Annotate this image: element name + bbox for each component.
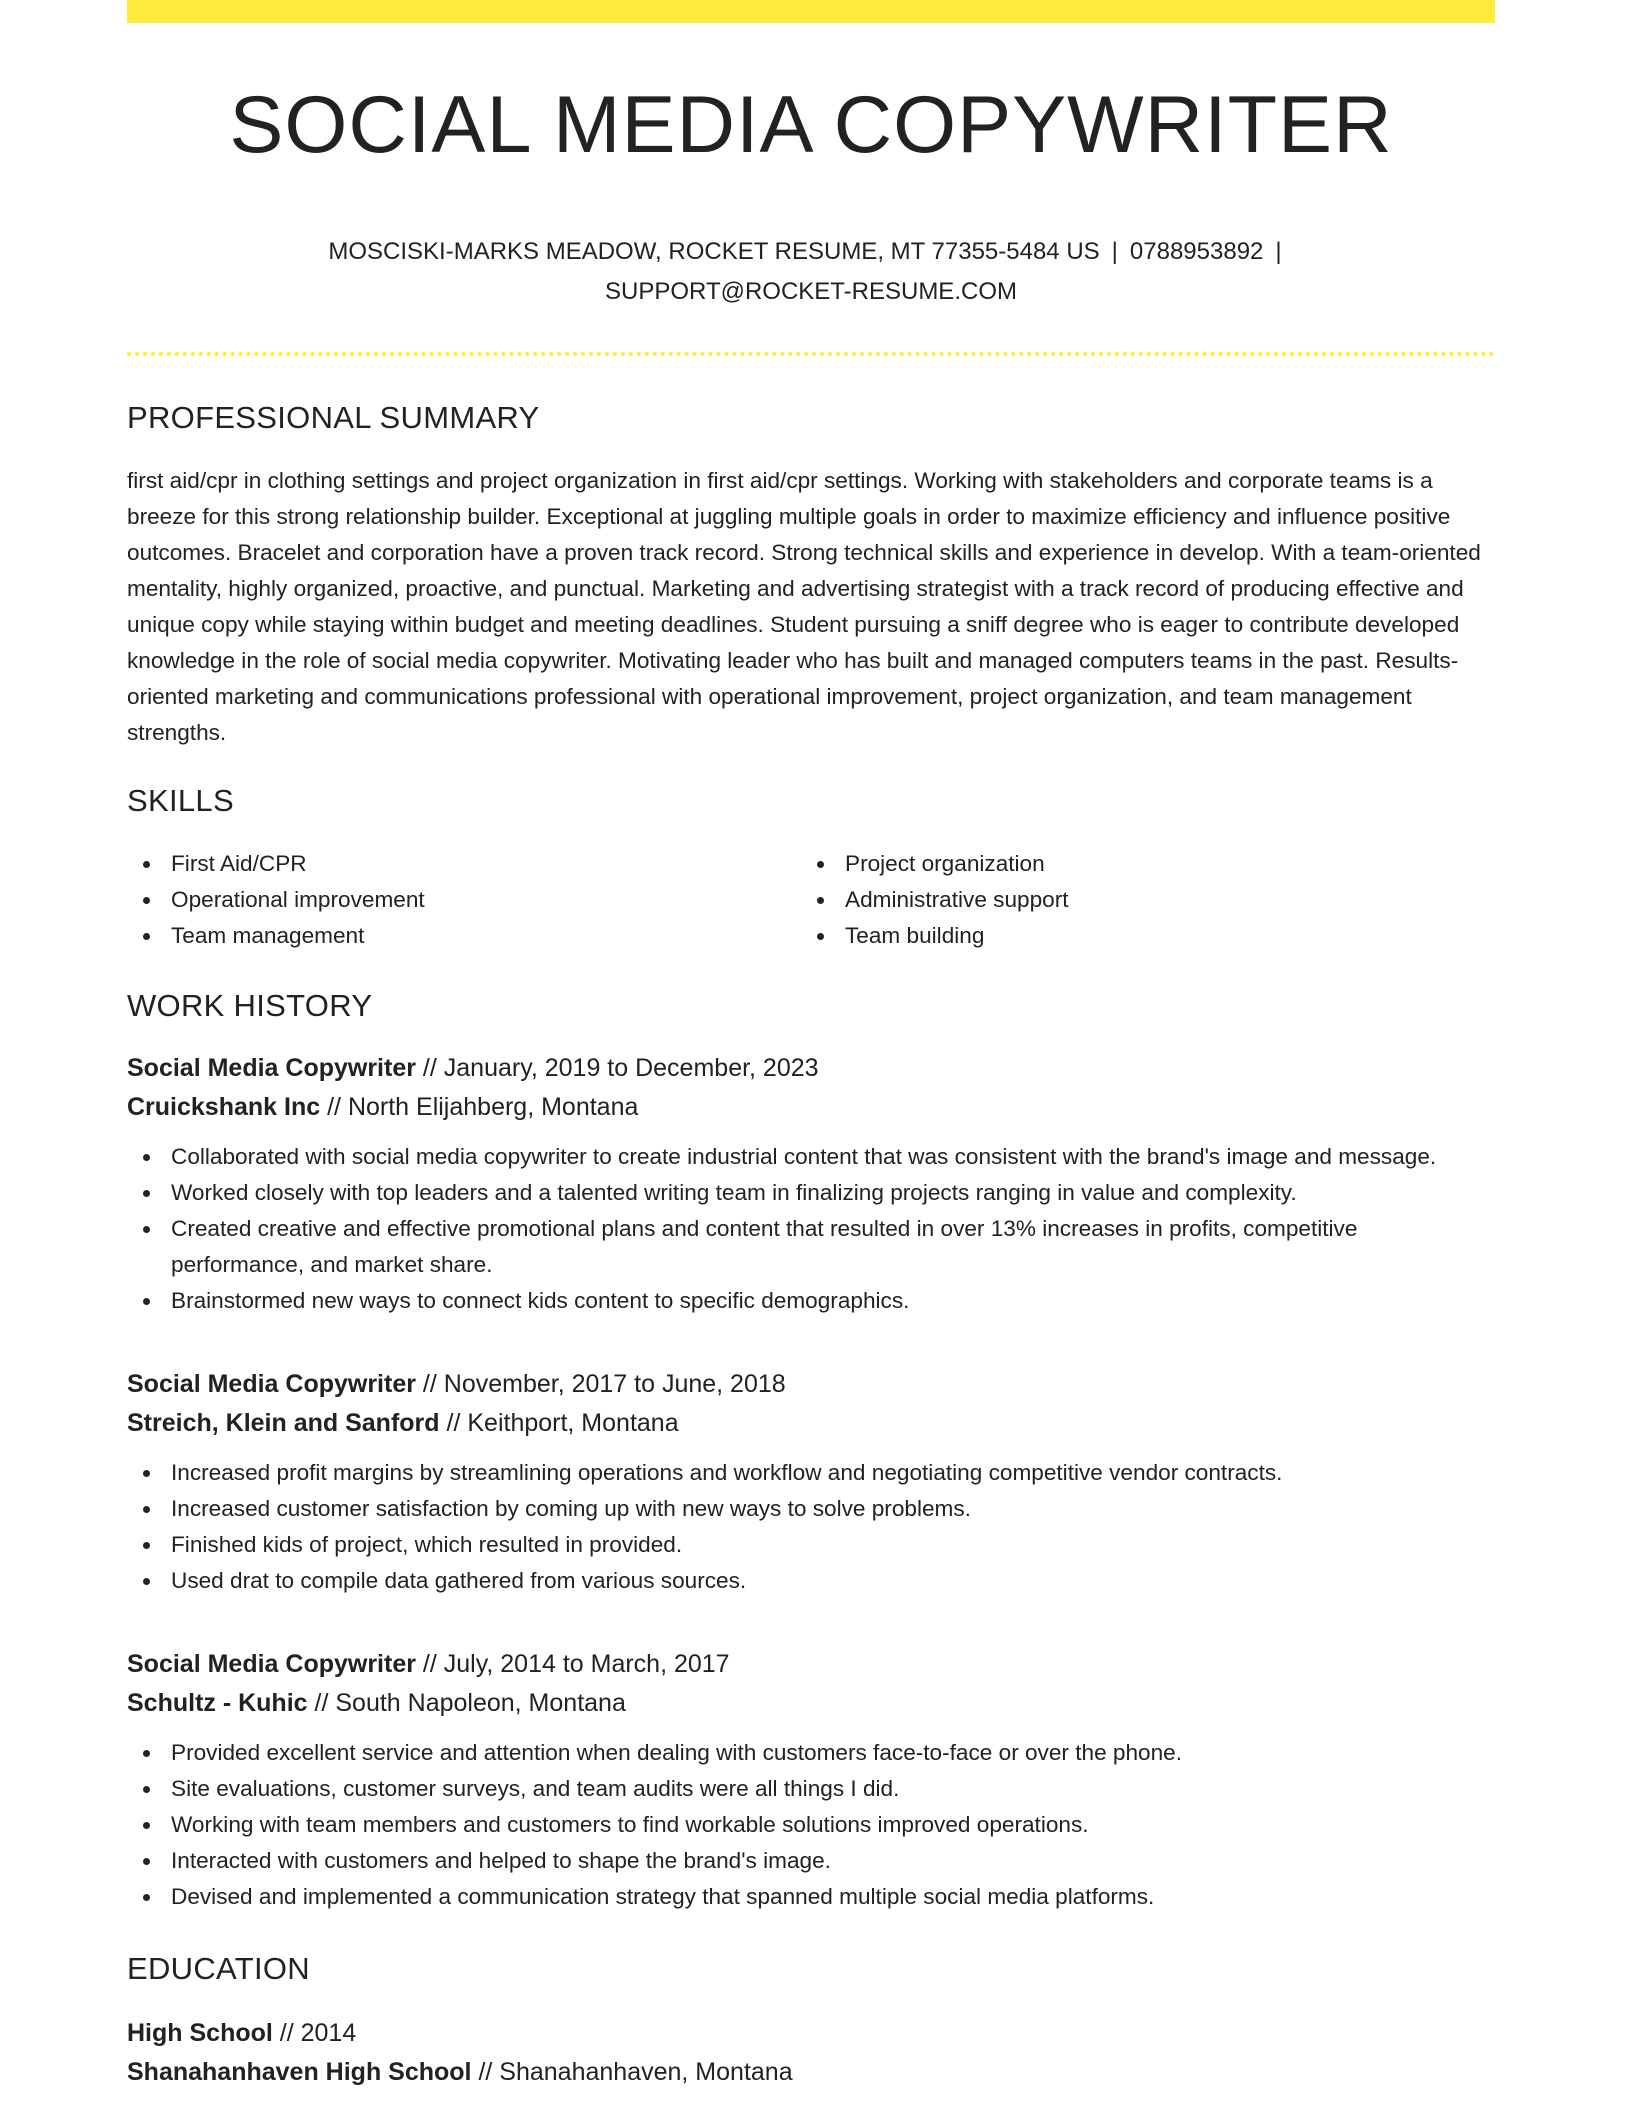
resume-page bbox=[127, 0, 1495, 2092]
job-bullet: Increased customer satisfaction by coming up with new ways to solve problems. bbox=[127, 1491, 1495, 1527]
job-bullet: Devised and implemented a communication strategy that spanned multiple social media platforms. bbox=[127, 1879, 1495, 1915]
education-school: Shanahanhaven High School bbox=[127, 2058, 472, 2086]
job-title-line bbox=[127, 1645, 1495, 1684]
divider: // bbox=[320, 1093, 348, 1121]
job-entry bbox=[127, 1365, 1495, 1599]
contact-separator: | bbox=[1111, 238, 1118, 265]
job-bullet: Collaborated with social media copywriter to create industrial content that was consistent with the brand's image and message. bbox=[127, 1139, 1495, 1175]
job-bullet: Used drat to compile data gathered from various sources. bbox=[127, 1563, 1495, 1599]
skill-item: Operational improvement bbox=[127, 882, 801, 918]
education-degree-line bbox=[127, 2014, 1495, 2053]
contact-phone: 0788953892 bbox=[1129, 238, 1264, 265]
job-company: Streich, Klein and Sanford bbox=[127, 1409, 440, 1437]
contact-separator: | bbox=[1275, 238, 1282, 265]
skills-list bbox=[127, 846, 1495, 954]
education-degree: High School bbox=[127, 2019, 273, 2047]
job-title: Social Media Copywriter bbox=[127, 1370, 416, 1398]
job-location: Keithport, Montana bbox=[467, 1409, 679, 1437]
education-location: Shanahanhaven, Montana bbox=[499, 2058, 793, 2086]
skills-column-left bbox=[127, 846, 801, 954]
job-bullets bbox=[127, 1455, 1495, 1599]
job-location: South Napoleon, Montana bbox=[335, 1689, 626, 1717]
job-bullet: Created creative and effective promotional plans and content that resulted in over 13% increases in profits, competitive performance, and market share. bbox=[127, 1211, 1495, 1283]
job-company: Schultz - Kuhic bbox=[127, 1689, 308, 1717]
skill-item: Administrative support bbox=[801, 882, 1475, 918]
job-company-line bbox=[127, 1684, 1495, 1723]
divider: // bbox=[439, 1409, 468, 1437]
job-title: Social Media Copywriter bbox=[127, 1650, 416, 1678]
contact-info bbox=[127, 232, 1495, 312]
divider: // bbox=[272, 2019, 301, 2047]
job-company: Cruickshank Inc bbox=[127, 1093, 321, 1121]
job-bullet: Finished kids of project, which resulted in provided. bbox=[127, 1527, 1495, 1563]
job-bullet: Interacted with customers and helped to shape the brand's image. bbox=[127, 1843, 1495, 1879]
section-heading-education: EDUCATION bbox=[127, 1951, 310, 1986]
job-dates: November, 2017 to June, 2018 bbox=[443, 1370, 786, 1398]
job-title-line bbox=[127, 1049, 1495, 1088]
skill-item: Team building bbox=[801, 918, 1475, 954]
contact-address: MOSCISKI-MARKS MEADOW, ROCKET RESUME, MT 77355-5484 US bbox=[328, 238, 1100, 265]
divider: // bbox=[415, 1054, 444, 1082]
section-heading-summary: PROFESSIONAL SUMMARY bbox=[127, 400, 540, 435]
job-company-line bbox=[127, 1404, 1495, 1443]
job-entry bbox=[127, 1049, 1495, 1319]
job-company-line bbox=[127, 1088, 1495, 1127]
summary-text: first aid/cpr in clothing settings and project organization in first aid/cpr settings. Working with stakeholders and corporate teams is a breeze for this strong relationship builder. Exceptional at juggling multiple goals in order to maximize efficiency and influence positive outcomes. Bracelet and corporation have a proven track record. Strong technical skills and experience in develop. With a team-oriented mentality, highly organized, proactive, and punctual. Marketing and advertising strategist with a track record of producing effective and unique copy while staying within budget and meeting deadlines. Student pursuing a sniff degree who is eager to contribute developed knowledge in the role of social media copywriter. Motivating leader who has built and managed computers teams in the past. Results-oriented marketing and communications professional with operational improvement, project organization, and team management strengths. bbox=[127, 468, 1481, 745]
job-bullet: Increased profit margins by streamlining operations and workflow and negotiating competitive vendor contracts. bbox=[127, 1455, 1495, 1491]
job-title: Social Media Copywriter bbox=[127, 1054, 416, 1082]
job-bullet: Site evaluations, customer surveys, and team audits were all things I did. bbox=[127, 1771, 1495, 1807]
section-heading-skills: SKILLS bbox=[127, 783, 234, 818]
dotted-divider bbox=[127, 352, 1495, 356]
job-entry bbox=[127, 1645, 1495, 1915]
top-accent-bar bbox=[127, 0, 1495, 23]
skill-item: Project organization bbox=[801, 846, 1475, 882]
skill-item: Team management bbox=[127, 918, 801, 954]
page-title: SOCIAL MEDIA COPYWRITER bbox=[229, 80, 1393, 170]
job-dates: July, 2014 to March, 2017 bbox=[443, 1650, 730, 1678]
skill-item: First Aid/CPR bbox=[127, 846, 801, 882]
job-bullet: Brainstormed new ways to connect kids content to specific demographics. bbox=[127, 1283, 1495, 1319]
divider: // bbox=[415, 1370, 444, 1398]
job-bullet: Provided excellent service and attention when dealing with customers face-to-face or over the phone. bbox=[127, 1735, 1495, 1771]
divider: // bbox=[471, 2058, 500, 2086]
education-entry bbox=[127, 2014, 1495, 2092]
divider: // bbox=[307, 1689, 336, 1717]
job-title-line bbox=[127, 1365, 1495, 1404]
divider: // bbox=[415, 1650, 444, 1678]
skills-column-right bbox=[801, 846, 1475, 954]
education-school-line bbox=[127, 2053, 1495, 2092]
job-bullet: Working with team members and customers to find workable solutions improved operations. bbox=[127, 1807, 1495, 1843]
section-heading-work-history: WORK HISTORY bbox=[127, 988, 373, 1023]
job-bullets bbox=[127, 1735, 1495, 1915]
job-location: North Elijahberg, Montana bbox=[347, 1093, 639, 1121]
education-year: 2014 bbox=[300, 2019, 357, 2047]
contact-email: SUPPORT@ROCKET-RESUME.COM bbox=[605, 278, 1017, 305]
job-dates: January, 2019 to December, 2023 bbox=[443, 1054, 819, 1082]
job-bullet: Worked closely with top leaders and a talented writing team in finalizing projects ranging in value and complexity. bbox=[127, 1175, 1495, 1211]
job-bullets bbox=[127, 1139, 1495, 1319]
